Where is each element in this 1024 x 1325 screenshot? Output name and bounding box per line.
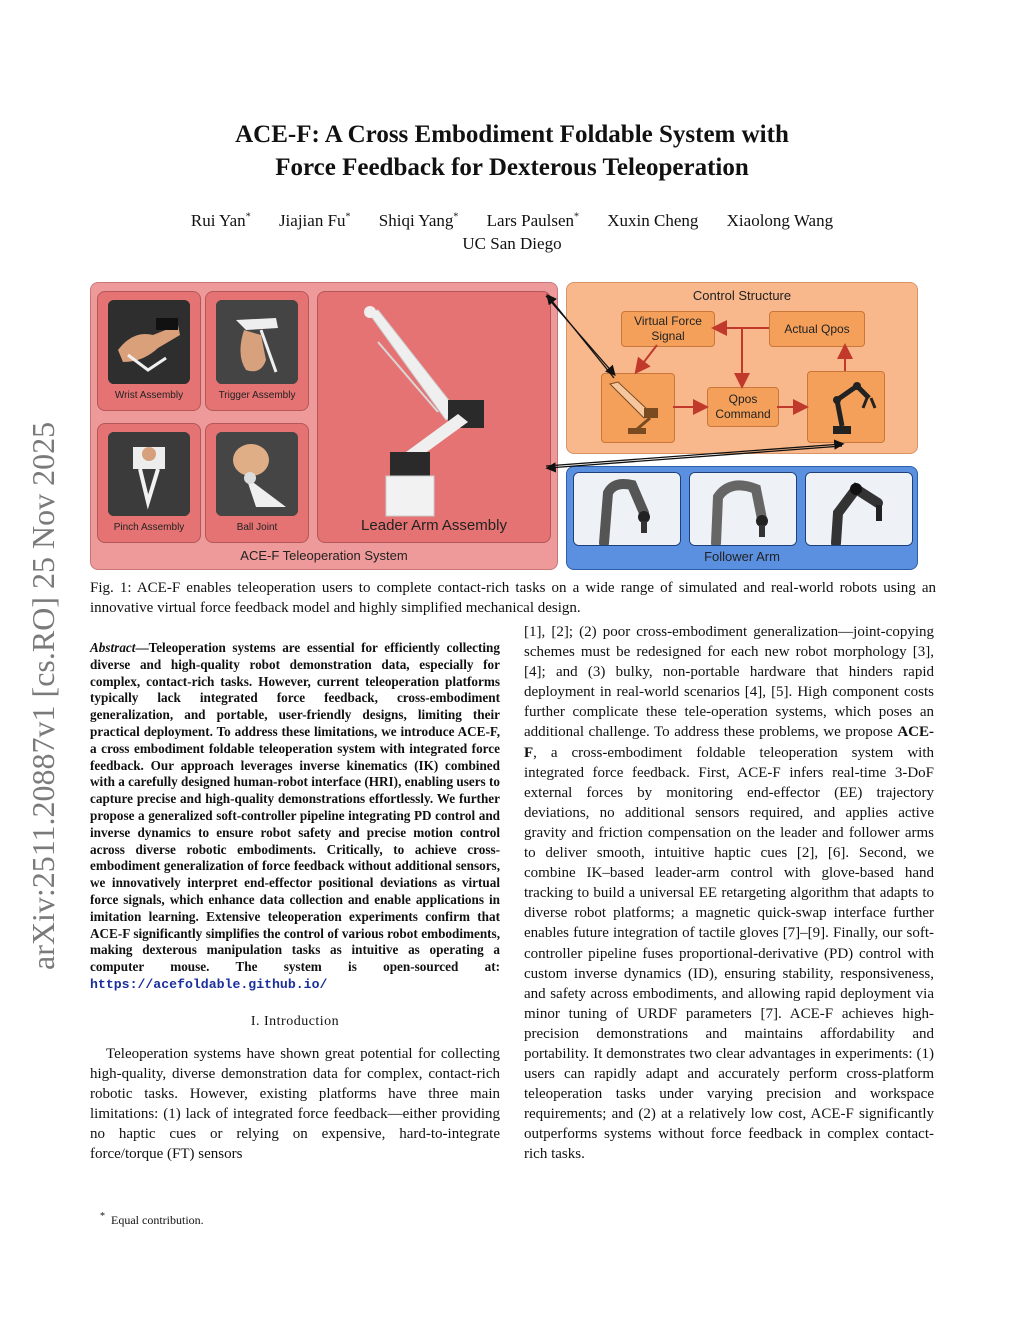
author-list [112,211,912,231]
footnote: * Equal contribution. [100,1211,204,1227]
paper-title-line-2: Force Feedback for Dexterous Teleoperation [275,154,749,181]
author-3: Shiqi Yang* [378,211,459,230]
intro-paragraph-right: [1], [2]; (2) poor cross-embodiment generalization—joint-copying schemes must be redesigned for each new robot morphology [3], [4]; and (3) bulky, non-portable hardware that hinders rapid deployment in real-world scenarios [4], [5]. High component costs further complicate these tele-operation systems, which poses an additional challenge. To address these problems, we propose ACE-F, a cross-embodiment foldable teleoperation system with integrated force feedback. First, ACE-F infers real-time 3-DoF external forces by monitoring end-effector (EE) trajectory deviations, no additional sensors required, and applies active gravity and friction compensation on the leader and follower arms to deliver smooth, intuitive haptic cues [2], [6]. Second, we combine IK–based leader-arm control with glove-based hand tracking to build a universal EE retargeting algorithm that adapts to diverse robot platforms; a magnetic quick-swap interface further enables future integration of tactile gloves [7]–[9]. Finally, our soft-controller pipeline fuses proportional-derivative (PD) control with custom inverse dynamics (ID), ensuring stability, responsiveness, and safety across embodiments, and allowing rapid deployment via minor tuning of URDF parameters [7]. ACE-F achieves high-precision demonstrations and maintains affordability and portability. It demonstrates two clear advantages in experiments: (1) users can rapidly adapt and accurately perform cross-platform teleoperation tasks under varying precision and workspace requirements; and (2) at a relatively low cost, ACE-F significantly outperforms systems without force feedback in complex contact-rich tasks. [524,624,934,1163]
actual-qpos-box: Actual Qpos [769,311,865,347]
author-4: Lars Paulsen* [486,211,580,230]
control-structure-title: Control Structure [692,288,792,303]
qpos-command-box: Qpos Command [707,387,779,427]
trigger-assembly-label: Trigger Assembly [218,390,296,401]
arxiv-identifier-stamp [14,370,68,970]
author-6: Xiaolong Wang [726,211,834,230]
section-heading-introduction: I. Introduction [250,1013,340,1029]
left-column [90,640,500,1164]
paper-title-line-1: ACE-F: A Cross Embodiment Foldable System with [235,121,789,148]
virtual-force-signal-box: Virtual Force Signal [621,311,715,347]
figure-1 [90,282,920,570]
figure-caption: Fig. 1: ACE-F enables teleoperation users to complete contact-rich tasks on a wide range of simulated and real-world robots using an innovative virtual force feedback model and highly simplified mechanical design. [90,580,936,616]
author-5: Xuxin Cheng [607,211,699,230]
right-column [524,622,934,1165]
abstract-label: Abstract [90,640,136,655]
abstract-text: —Teleoperation systems are essential for efficiently collecting diverse and high-quality robot demonstration data, especially for complex, contact-rich tasks. However, current teleoperation platforms typically lack integrated force feedback, cross-embodiment generalization, and portable, user-friendly designs, limiting their practical deployment. To address these limitations, we introduce ACE-F, a cross embodiment foldable teleoperation system with integrated force feedback. Our approach leverages inverse kinematics (IK) combined with a carefully designed human-robot interface (HRI), enabling users to capture precise and high-quality demonstrations effortlessly. We further propose a generalized soft-controller pipeline integrating PD control and inverse dynamics to ensure robot safety and precise motion control across diverse robotic embodiments. Critically, to achieve cross-embodiment generalization of force feedback without additional sensors, we innovatively interpret end-effector positional deviations as virtual force signals, which enhance data collection and enable applications in imitation learning. Extensive teleoperation experiments confirm that ACE-F significantly simplifies the control of various robot embodiments, making dexterous manipulation tasks as intuitive as operating a computer mouse. The system is open-sourced at: [90,640,500,975]
affiliation: UC San Diego [462,234,562,253]
teleoperation-system-label: ACE-F Teleoperation System [240,548,408,563]
follower-arm-label: Follower Arm [704,549,780,564]
author-2: Jiajian Fu* [278,211,351,230]
abstract [90,640,500,994]
wrist-assembly-label: Wrist Assembly [114,390,184,401]
author-1: Rui Yan* [190,211,251,230]
intro-paragraph-left: Teleoperation systems have shown great potential for collecting high-quality, diverse demonstration data for complex, contact-rich robotic tasks. However, existing platforms have three main limitations: (1) lack of integrated force feedback—either providing no haptic cues or relying on expensive, hard-to-integrate force/torque (FT) sensors [90,1045,500,1163]
leader-arm-label: Leader Arm Assembly [361,517,507,534]
pinch-assembly-label: Pinch Assembly [113,522,185,533]
project-url-link[interactable]: https://acefoldable.github.io/ [90,976,328,992]
ball-joint-label: Ball Joint [236,522,278,533]
arxiv-stamp-text: arXiv:2511.20887v1 [cs.RO] 25 Nov 2025 [25,421,61,970]
figure-connector-arrows [90,282,920,570]
ace-f-bold: ACE-F [524,724,934,761]
